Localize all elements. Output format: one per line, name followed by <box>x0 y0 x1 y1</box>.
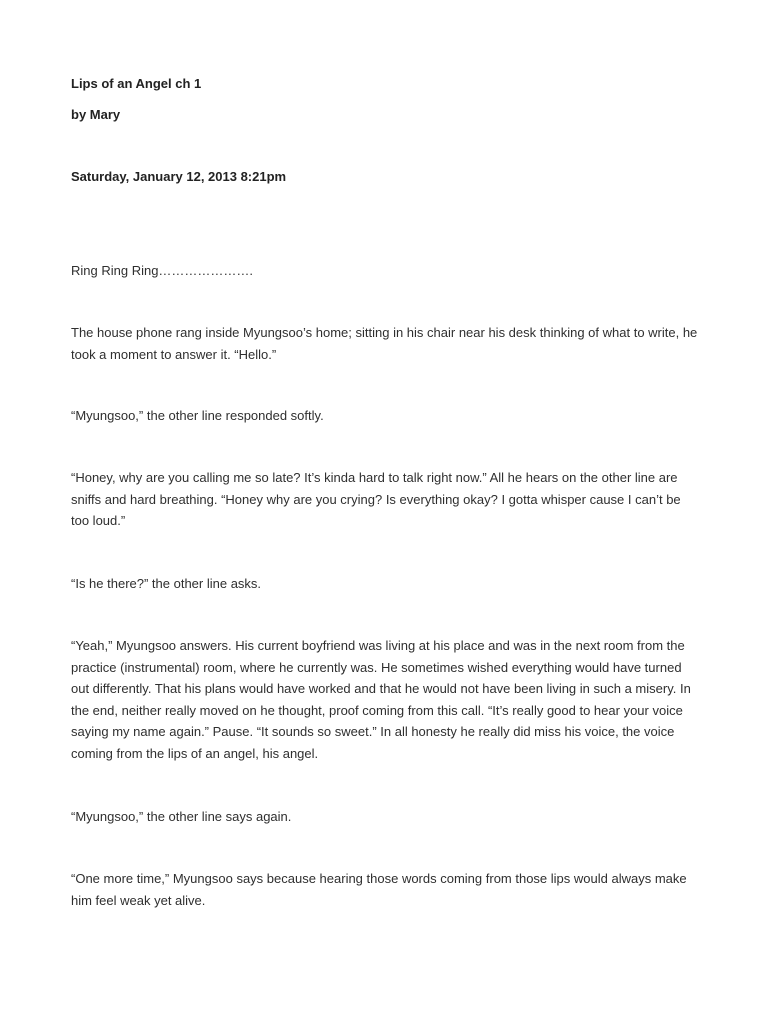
paragraph: “Honey, why are you calling me so late? It’s kinda hard to talk right now.” All he hears on the other line are sniffs and hard breathing. “Honey why are you crying? Is everything okay? I gotta whisper cause I can’t be too loud.” <box>71 470 681 528</box>
story-author: by Mary <box>71 107 121 122</box>
paragraph: “Is he there?” the other line asks. <box>71 576 262 591</box>
paragraph: The house phone rang inside Myungsoo’s home; sitting in his chair near his desk thinking of what to write, he took a moment to answer it. “Hello.” <box>71 325 698 362</box>
post-date: Saturday, January 12, 2013 8:21pm <box>71 169 287 184</box>
paragraph: “Myungsoo,” the other line responded softly. <box>71 408 324 423</box>
paragraph: “Myungsoo,” the other line says again. <box>71 809 292 824</box>
paragraph: “Yeah,” Myungsoo answers. His current boyfriend was living at his place and was in the next room from the practice (instrumental) room, where he currently was. He sometimes wished everything would have turned out differently. That his plans would have worked and that he would not have been living in such a misery. In the end, neither really moved on he thought, proof coming from this call. “It’s really good to hear your voice saying my name again.” Pause. “It sounds so sweet.” In all honesty he really did miss his voice, the voice coming from the lips of an angel, his angel. <box>71 638 691 761</box>
paragraph: “One more time,” Myungsoo says because hearing those words coming from those lips would always make him feel weak yet alive. <box>71 871 687 908</box>
story-title: Lips of an Angel ch 1 <box>71 76 202 91</box>
paragraph: Ring Ring Ring…………………. <box>71 263 254 278</box>
